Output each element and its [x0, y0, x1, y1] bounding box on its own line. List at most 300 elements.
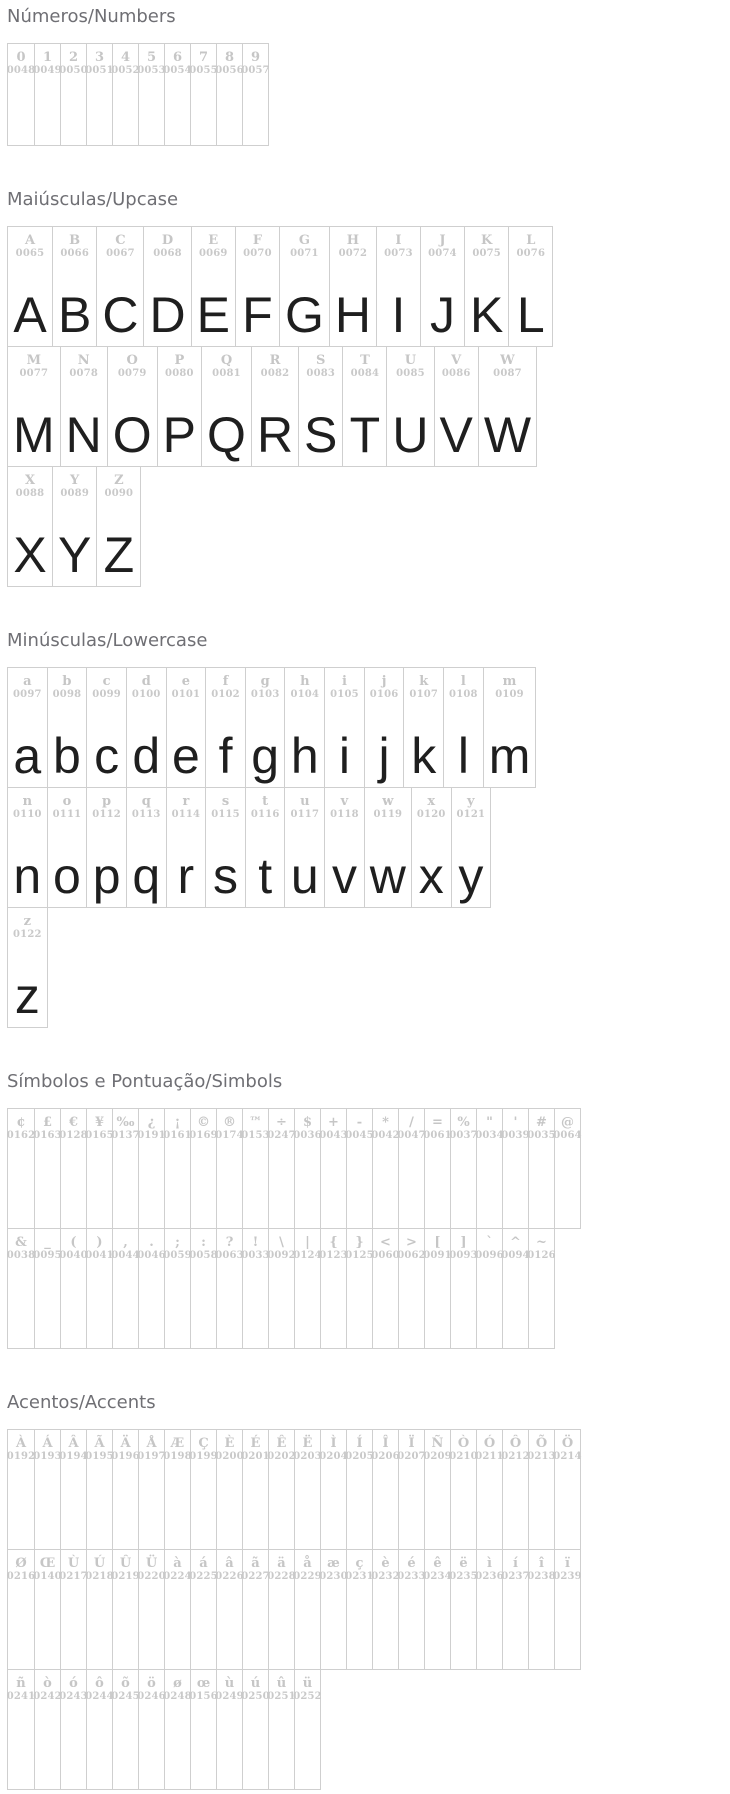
char-cell — [528, 1550, 554, 1669]
char-cell — [112, 1229, 138, 1348]
char-glyph: T — [349, 407, 381, 463]
char-cell — [138, 1550, 164, 1669]
char-code: 0213 — [527, 1451, 556, 1462]
char-label: ô — [95, 1676, 104, 1691]
char-cell — [216, 1550, 242, 1669]
char-label: V — [451, 353, 462, 368]
char-code: 0202 — [267, 1451, 296, 1462]
char-code: 0113 — [131, 809, 161, 820]
char-label: x — [427, 794, 436, 809]
char-cell — [190, 1430, 216, 1549]
char-label: X — [24, 473, 36, 488]
char-cell — [294, 1670, 320, 1789]
char-label: r — [182, 794, 190, 809]
char-label: Ì — [330, 1436, 337, 1451]
char-label: Ô — [509, 1436, 522, 1451]
char-code: 0207 — [397, 1451, 426, 1462]
char-code: 0165 — [85, 1130, 114, 1141]
char-label: v — [340, 794, 349, 809]
char-cell — [96, 227, 143, 346]
char-cell — [403, 668, 443, 787]
char-label: Ó — [483, 1436, 496, 1451]
char-code: 0042 — [371, 1130, 400, 1141]
char-row — [7, 907, 48, 1028]
char-glyph: K — [469, 287, 504, 343]
char-code: 0105 — [330, 689, 359, 700]
char-label: F — [252, 233, 263, 248]
char-code: 0212 — [501, 1451, 530, 1462]
char-cell — [164, 1109, 190, 1228]
char-code: 0250 — [241, 1691, 270, 1702]
char-glyph: x — [418, 848, 444, 904]
char-label: ñ — [16, 1676, 26, 1691]
char-code: 0089 — [60, 488, 89, 499]
char-code: 0067 — [106, 248, 135, 259]
char-code: 0072 — [338, 248, 368, 259]
char-cell — [60, 1109, 86, 1228]
char-cell — [451, 788, 491, 907]
char-label: É — [250, 1436, 261, 1451]
char-label: ç — [355, 1556, 364, 1571]
char-label: % — [457, 1115, 470, 1130]
char-label: + — [328, 1115, 339, 1130]
char-label: 8 — [224, 50, 235, 65]
char-cell — [411, 788, 451, 907]
char-label: u — [300, 794, 310, 809]
char-code: 0227 — [241, 1571, 270, 1582]
char-label: ] — [460, 1235, 467, 1250]
char-code: 0052 — [111, 65, 140, 76]
char-cell — [450, 1229, 476, 1348]
char-code: 0122 — [13, 929, 42, 940]
char-code: 0101 — [171, 689, 201, 700]
char-label: ù — [224, 1676, 235, 1691]
char-label: s — [221, 794, 230, 809]
char-label: y — [467, 794, 475, 809]
char-cell — [164, 1670, 190, 1789]
section-title: Acentos/Accents — [7, 1392, 156, 1413]
char-row — [7, 226, 553, 347]
char-code: 0206 — [371, 1451, 400, 1462]
char-code: 0242 — [33, 1691, 62, 1702]
char-glyph: Y — [58, 527, 92, 583]
char-label: Y — [70, 473, 80, 488]
char-label: k — [419, 674, 429, 689]
char-code: 0193 — [33, 1451, 62, 1462]
char-code: 0035 — [527, 1130, 556, 1141]
char-cell — [398, 1430, 424, 1549]
char-cell — [138, 1430, 164, 1549]
char-cell — [528, 1109, 554, 1228]
char-glyph: f — [218, 728, 233, 784]
char-cell — [8, 347, 60, 466]
char-cell — [242, 1670, 268, 1789]
char-code: 0099 — [92, 689, 121, 700]
char-label: D — [161, 233, 174, 248]
char-cell — [138, 1229, 164, 1348]
char-cell — [554, 1430, 580, 1549]
char-code: 0232 — [371, 1571, 400, 1582]
char-label: z — [23, 914, 32, 929]
char-row — [7, 1669, 321, 1790]
char-label: I — [395, 233, 402, 248]
char-label: Ò — [457, 1436, 470, 1451]
char-cell — [60, 44, 86, 145]
char-cell — [502, 1109, 528, 1228]
char-code: 0060 — [371, 1250, 400, 1261]
char-label: Î — [382, 1436, 389, 1451]
char-cell — [205, 668, 245, 787]
char-code: 0069 — [198, 248, 228, 259]
char-cell — [107, 347, 157, 466]
section-uppercase — [7, 188, 723, 587]
char-label: ï — [565, 1556, 570, 1571]
char-label: e — [181, 674, 191, 689]
char-label: B — [69, 233, 81, 248]
char-label: À — [15, 1436, 27, 1451]
section-accents — [7, 1391, 723, 1790]
char-cell — [86, 1670, 112, 1789]
char-label: Œ — [39, 1556, 56, 1571]
char-code: 0037 — [449, 1130, 478, 1141]
char-label: # — [536, 1115, 547, 1130]
char-cell — [324, 788, 364, 907]
char-label: ; — [175, 1235, 180, 1250]
char-cell — [294, 1229, 320, 1348]
char-code: 0050 — [59, 65, 88, 76]
char-cell — [47, 788, 87, 907]
char-label: C — [115, 233, 126, 248]
char-code: 0095 — [33, 1250, 62, 1261]
char-glyph: C — [102, 287, 139, 343]
char-cell — [86, 668, 126, 787]
char-label: í — [513, 1556, 518, 1571]
char-code: 0062 — [397, 1250, 426, 1261]
char-label: Ù — [67, 1556, 80, 1571]
char-cell — [216, 1229, 242, 1348]
char-cell — [483, 668, 536, 787]
char-label: Q — [220, 353, 233, 368]
char-code: 0211 — [475, 1451, 504, 1462]
char-label: < — [380, 1235, 391, 1250]
char-code: 0073 — [384, 248, 413, 259]
char-code: 0091 — [423, 1250, 452, 1261]
char-label: õ — [121, 1676, 130, 1691]
char-cell — [320, 1109, 346, 1228]
char-cell — [346, 1229, 372, 1348]
char-label: ` — [486, 1235, 493, 1250]
char-code: 0049 — [33, 65, 62, 76]
char-code: 0244 — [85, 1691, 114, 1702]
char-code: 0092 — [267, 1250, 296, 1261]
char-code: 0216 — [6, 1571, 36, 1582]
char-cell — [268, 1550, 294, 1669]
char-label: q — [141, 794, 151, 809]
char-label: ' — [513, 1115, 518, 1130]
char-label: R — [269, 353, 281, 368]
char-code: 0239 — [553, 1571, 582, 1582]
char-code: 0162 — [6, 1130, 36, 1141]
char-cell — [164, 1430, 190, 1549]
char-cell — [528, 1229, 554, 1348]
char-label: 5 — [146, 50, 157, 65]
char-glyph: h — [290, 728, 319, 784]
char-cell — [34, 1550, 60, 1669]
char-glyph: m — [488, 728, 531, 784]
char-code: 0071 — [290, 248, 319, 259]
char-cell — [398, 1550, 424, 1669]
char-cell — [284, 788, 324, 907]
char-code: 0169 — [189, 1130, 218, 1141]
char-code: 0231 — [345, 1571, 374, 1582]
char-cell — [8, 1670, 34, 1789]
char-code: 0229 — [293, 1571, 322, 1582]
char-code: 0118 — [330, 809, 359, 820]
char-label: ¢ — [16, 1115, 26, 1130]
char-row — [7, 667, 536, 788]
char-code: 0111 — [52, 809, 82, 820]
char-code: 0120 — [416, 809, 446, 820]
section-title: Números/Numbers — [7, 6, 176, 27]
char-label: * — [382, 1115, 389, 1130]
char-label: L — [526, 233, 536, 248]
char-cell — [554, 1109, 580, 1228]
char-label: G — [298, 233, 310, 248]
char-glyph: E — [196, 287, 230, 343]
char-code: 0225 — [189, 1571, 218, 1582]
char-code: 0200 — [215, 1451, 244, 1462]
char-glyph: s — [213, 848, 239, 904]
char-code: 0252 — [293, 1691, 322, 1702]
char-glyph: U — [392, 407, 429, 463]
char-code: 0103 — [250, 689, 280, 700]
char-label: ó — [69, 1676, 78, 1691]
char-label: Ø — [15, 1556, 27, 1571]
char-code: 0066 — [60, 248, 89, 259]
char-label: Ë — [302, 1436, 313, 1451]
char-code: 0041 — [85, 1250, 114, 1261]
char-row — [7, 1549, 581, 1670]
char-label: ì — [487, 1556, 492, 1571]
char-cell — [242, 1229, 268, 1348]
char-label: ú — [250, 1676, 261, 1691]
char-cell — [52, 467, 96, 586]
char-cell — [242, 44, 268, 145]
char-label: [ — [434, 1235, 441, 1250]
char-glyph: V — [439, 407, 473, 463]
char-code: 0243 — [59, 1691, 88, 1702]
section-title: Maiúsculas/Upcase — [7, 189, 179, 210]
char-code: 0034 — [475, 1130, 504, 1141]
char-cell — [294, 1430, 320, 1549]
char-cell — [60, 1229, 86, 1348]
char-label: é — [407, 1556, 416, 1571]
char-label: = — [432, 1115, 443, 1130]
char-label: ¥ — [94, 1115, 105, 1130]
char-glyph: g — [251, 728, 280, 784]
char-cell — [376, 227, 420, 346]
char-label: è — [381, 1556, 390, 1571]
char-code: 0114 — [171, 809, 201, 820]
char-code: 0093 — [449, 1250, 478, 1261]
char-label: c — [102, 674, 111, 689]
char-label: È — [224, 1436, 235, 1451]
char-label: U — [404, 353, 417, 368]
char-code: 0110 — [13, 809, 42, 820]
char-cell — [60, 1430, 86, 1549]
char-glyph: z — [14, 968, 40, 1024]
char-cell — [450, 1430, 476, 1549]
char-glyph: a — [13, 728, 42, 784]
char-code: 0137 — [111, 1130, 140, 1141]
char-label: £ — [42, 1115, 53, 1130]
char-cell — [191, 227, 235, 346]
char-cell — [164, 1550, 190, 1669]
char-code: 0080 — [165, 368, 194, 379]
char-label: l — [460, 674, 466, 689]
char-glyph: G — [284, 287, 324, 343]
char-cell — [126, 668, 166, 787]
char-cell — [166, 668, 206, 787]
char-row — [7, 1108, 581, 1229]
char-code: 0048 — [6, 65, 36, 76]
char-cell — [346, 1550, 372, 1669]
char-label: H — [346, 233, 360, 248]
char-cell — [424, 1109, 450, 1228]
char-cell — [86, 1229, 112, 1348]
char-cell — [190, 44, 216, 145]
section-rows — [7, 43, 723, 146]
char-code: 0195 — [85, 1451, 114, 1462]
char-cell — [364, 788, 411, 907]
char-cell — [112, 1109, 138, 1228]
char-cell — [34, 44, 60, 145]
char-glyph: R — [256, 407, 294, 463]
char-label: i — [341, 674, 347, 689]
char-label: { — [329, 1235, 338, 1250]
char-cell — [242, 1109, 268, 1228]
char-cell — [8, 1109, 34, 1228]
char-label: Ú — [93, 1556, 106, 1571]
char-glyph: M — [13, 407, 55, 463]
char-code: 0197 — [137, 1451, 166, 1462]
char-cell — [86, 44, 112, 145]
char-code: 0061 — [423, 1130, 452, 1141]
char-cell — [245, 788, 285, 907]
char-glyph: u — [290, 848, 319, 904]
char-label: 6 — [172, 50, 183, 65]
char-cell — [476, 1109, 502, 1228]
char-row — [7, 787, 491, 908]
char-cell — [424, 1550, 450, 1669]
char-cell — [476, 1430, 502, 1549]
char-glyph: D — [149, 287, 186, 343]
char-cell — [8, 44, 34, 145]
char-label: Ü — [145, 1556, 158, 1571]
char-glyph: H — [334, 287, 371, 343]
char-label: m — [502, 674, 517, 689]
char-cell — [216, 44, 242, 145]
char-code: 0045 — [345, 1130, 374, 1141]
char-label: à — [173, 1556, 182, 1571]
char-code: 0128 — [59, 1130, 88, 1141]
char-glyph: B — [58, 287, 92, 343]
char-cell — [372, 1550, 398, 1669]
char-label: ã — [251, 1556, 260, 1571]
char-label: Ç — [198, 1436, 209, 1451]
char-cell — [112, 1550, 138, 1669]
char-code: 0236 — [475, 1571, 504, 1582]
char-label: W — [500, 353, 515, 368]
char-code: 0047 — [397, 1130, 426, 1141]
char-glyph: W — [483, 407, 532, 463]
char-cell — [284, 668, 324, 787]
char-code: 0192 — [6, 1451, 36, 1462]
char-cell — [434, 347, 478, 466]
char-cell — [502, 1550, 528, 1669]
char-label: ? — [225, 1235, 234, 1250]
char-code: 0217 — [59, 1571, 88, 1582]
section-numbers — [7, 5, 723, 146]
char-code: 0086 — [441, 368, 471, 379]
char-code: 0074 — [428, 248, 457, 259]
char-row — [7, 1429, 581, 1550]
char-label: ‰ — [116, 1115, 135, 1130]
char-cell — [201, 347, 251, 466]
char-label: œ — [196, 1676, 211, 1691]
char-label: á — [199, 1556, 208, 1571]
char-label: ö — [147, 1676, 156, 1691]
char-cell — [372, 1109, 398, 1228]
char-label: û — [276, 1676, 287, 1691]
section-lowercase — [7, 629, 723, 1028]
char-glyph: I — [391, 287, 406, 343]
char-code: 0218 — [85, 1571, 114, 1582]
char-cell — [528, 1430, 554, 1549]
char-row — [7, 346, 537, 467]
char-cell — [268, 1229, 294, 1348]
char-code: 0094 — [501, 1250, 530, 1261]
char-code: 0104 — [290, 689, 320, 700]
char-cell — [86, 1430, 112, 1549]
char-code: 0059 — [163, 1250, 192, 1261]
char-label: Û — [119, 1556, 132, 1571]
char-glyph: n — [13, 848, 42, 904]
char-code: 0098 — [52, 689, 82, 700]
char-code: 0230 — [319, 1571, 348, 1582]
char-label: ( — [70, 1235, 77, 1250]
char-label: â — [225, 1556, 234, 1571]
char-code: 0196 — [111, 1451, 140, 1462]
char-code: 0053 — [137, 65, 166, 76]
char-code: 0121 — [456, 809, 486, 820]
char-label: @ — [561, 1115, 574, 1130]
char-label: Õ — [535, 1436, 548, 1451]
char-glyph: c — [94, 728, 120, 784]
char-glyph: k — [411, 728, 437, 784]
char-cell — [60, 347, 107, 466]
char-code: 0090 — [104, 488, 134, 499]
char-cell — [554, 1550, 580, 1669]
char-row — [7, 1228, 555, 1349]
char-label: ä — [277, 1556, 286, 1571]
char-glyph: Z — [103, 527, 135, 583]
char-glyph: o — [53, 848, 81, 904]
char-code: 0199 — [189, 1451, 218, 1462]
char-cell — [190, 1550, 216, 1669]
char-label: å — [303, 1556, 312, 1571]
char-label: ~ — [536, 1235, 547, 1250]
